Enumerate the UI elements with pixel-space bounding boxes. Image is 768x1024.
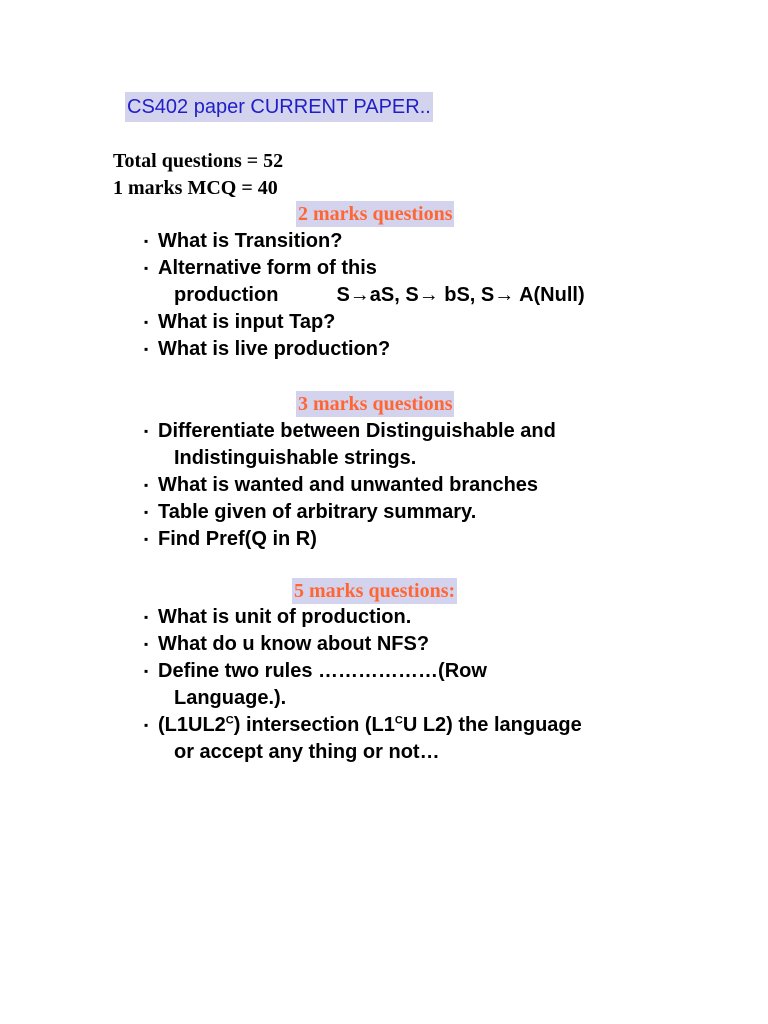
bullet-icon: ▪ (144, 424, 149, 438)
question-text: What is live production? (158, 338, 391, 360)
bullet-icon: ▪ (144, 718, 149, 732)
bullet-icon: ▪ (144, 532, 149, 546)
bullet-icon: ▪ (144, 637, 149, 651)
formula-part: ) intersection (L1 (233, 714, 395, 736)
question-text-continued (158, 282, 585, 309)
list-item (144, 309, 585, 336)
question-text: Define two rules ………………(Row (158, 660, 487, 682)
list-item (144, 631, 582, 658)
title-container (125, 92, 433, 122)
question-text: What is input Tap? (158, 311, 336, 333)
list-item (144, 255, 585, 309)
question-list-5-marks (144, 604, 582, 766)
question-text-continued: Language.). (174, 687, 287, 709)
bullet-icon: ▪ (144, 315, 149, 329)
list-item (144, 336, 585, 363)
bullet-icon: ▪ (144, 610, 149, 624)
section-heading-3-marks: 3 marks questions (298, 393, 453, 415)
list-item (144, 526, 556, 553)
list-item (144, 499, 556, 526)
bullet-icon: ▪ (144, 664, 149, 678)
section-heading-5-marks: 5 marks questions: (294, 580, 456, 602)
bullet-icon: ▪ (144, 234, 149, 248)
question-text: Table given of arbitrary summary. (158, 501, 477, 523)
question-text: What is wanted and unwanted branches (158, 474, 539, 496)
production-word: production (174, 284, 279, 306)
question-list-3-marks (144, 418, 556, 553)
question-text (158, 712, 582, 739)
question-text: Find Pref(Q in R) (158, 528, 317, 550)
question-stats (113, 148, 283, 202)
bullet-icon: ▪ (144, 342, 149, 356)
bullet-icon: ▪ (144, 478, 149, 492)
list-item (144, 604, 582, 631)
question-text: What do u know about NFS? (158, 633, 430, 655)
document-title: CS402 paper CURRENT PAPER.. (125, 92, 433, 122)
question-list-2-marks (144, 228, 585, 363)
question-text: Alternative form of this (158, 257, 377, 279)
question-text: Differentiate between Distinguishable and (158, 420, 556, 442)
bullet-icon: ▪ (144, 505, 149, 519)
question-text-continued: Indistinguishable strings. (174, 447, 417, 469)
question-text-continued: or accept any thing or not… (174, 741, 440, 763)
question-text: What is Transition? (158, 230, 343, 252)
section-heading-2-marks: 2 marks questions (298, 203, 453, 225)
list-item (144, 418, 556, 472)
list-item (144, 658, 582, 712)
production-rule: S→aS, S→ bS, S→ A(Null) (336, 284, 585, 306)
question-text: What is unit of production. (158, 606, 412, 628)
list-item (144, 712, 582, 766)
formula-part: (L1UL2 (158, 714, 226, 736)
bullet-icon: ▪ (144, 261, 149, 275)
mcq-count: 1 marks MCQ = 40 (113, 177, 278, 199)
list-item (144, 472, 556, 499)
formula-part: U L2) the language (402, 714, 582, 736)
complement-superscript: C (394, 714, 403, 727)
total-questions: Total questions = 52 (113, 150, 284, 172)
complement-superscript: C (225, 714, 234, 727)
list-item (144, 228, 585, 255)
